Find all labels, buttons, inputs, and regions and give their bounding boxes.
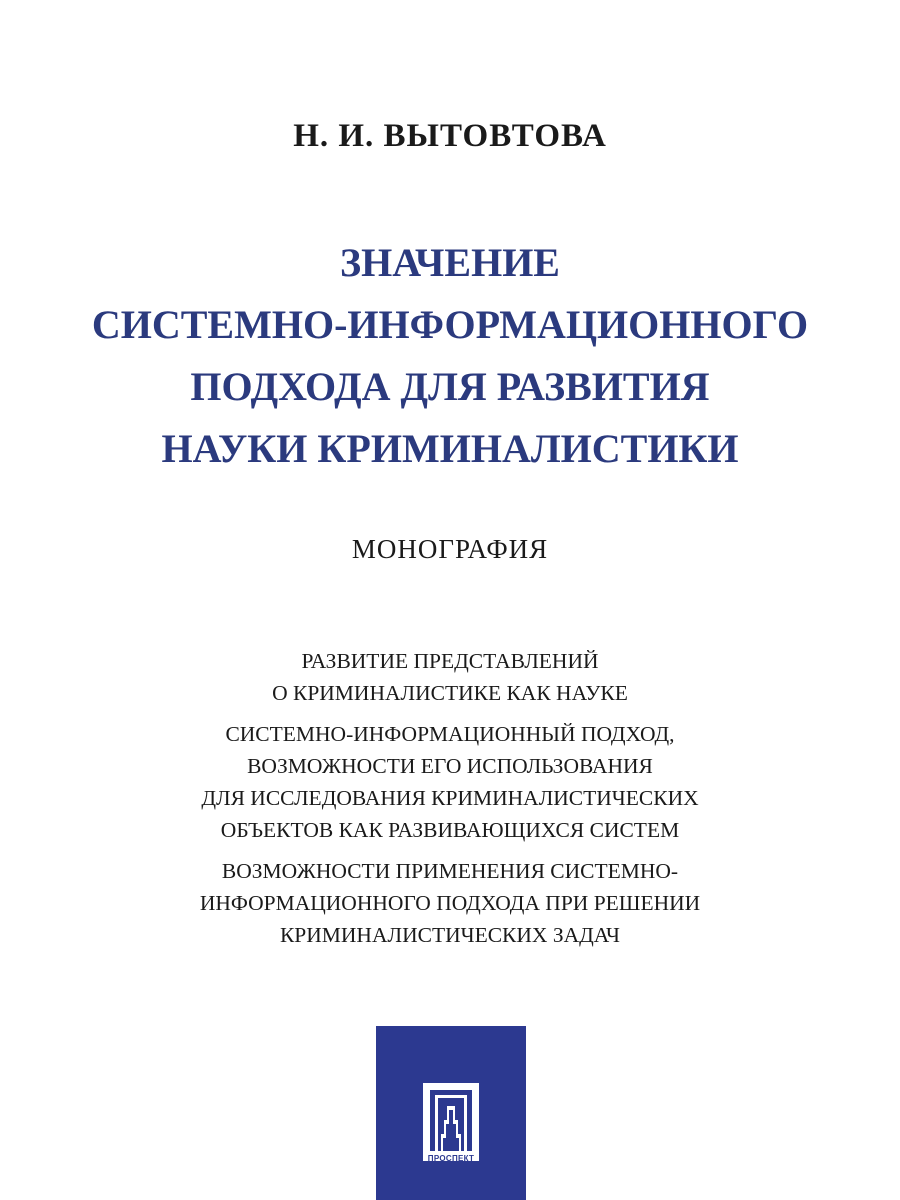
topic-line: О КРИМИНАЛИСТИКЕ КАК НАУКЕ [272, 681, 628, 705]
topic-item [0, 645, 900, 709]
author-name: Н. И. ВЫТОВТОВА [293, 118, 607, 154]
topic-line: ДЛЯ ИССЛЕДОВАНИЯ КРИМИНАЛИСТИЧЕСКИХ [201, 786, 699, 810]
topic-line: КРИМИНАЛИСТИЧЕСКИХ ЗАДАЧ [279, 923, 621, 947]
genre-label: МОНОГРАФИЯ [351, 534, 549, 564]
topic-line: ВОЗМОЖНОСТИ ЕГО ИСПОЛЬЗОВАНИЯ [247, 754, 653, 778]
title-line: ПОДХОДА ДЛЯ РАЗВИТИЯ [190, 364, 710, 409]
topic-line: ИНФОРМАЦИОННОГО ПОДХОДА ПРИ РЕШЕНИИ [199, 891, 701, 915]
title-line: СИСТЕМНО-ИНФОРМАЦИОННОГО [91, 302, 809, 347]
topic-line: СИСТЕМНО-ИНФОРМАЦИОННЫЙ ПОДХОД, [225, 722, 675, 746]
topic-line: ВОЗМОЖНОСТИ ПРИМЕНЕНИЯ СИСТЕМНО- [221, 859, 679, 883]
publisher-block [376, 1026, 526, 1200]
title-line: ЗНАЧЕНИЕ [340, 240, 560, 285]
topics-list [0, 645, 900, 960]
topic-line: РАЗВИТИЕ ПРЕДСТАВЛЕНИЙ [301, 649, 599, 673]
topic-item [0, 855, 900, 951]
title-line: НАУКИ КРИМИНАЛИСТИКИ [161, 426, 739, 471]
topic-item [0, 718, 900, 846]
topic-line: ОБЪЕКТОВ КАК РАЗВИВАЮЩИХСЯ СИСТЕМ [220, 818, 680, 842]
publisher-name: ПРОСПЕКТ [427, 1154, 475, 1163]
book-title [0, 232, 900, 480]
publisher-logo-icon [422, 1082, 480, 1162]
